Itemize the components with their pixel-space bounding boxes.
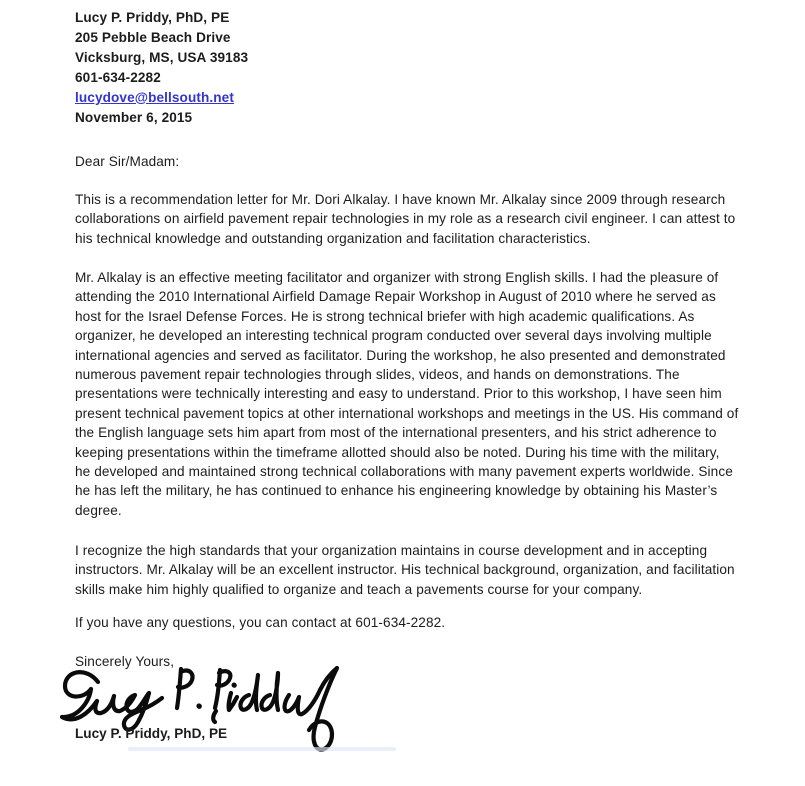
text-line: he developed and maintained strong technical collaborations with many pavement experts worldwide. Since [75,464,733,480]
paragraph-3 [75,541,735,599]
paragraph-4 [75,613,445,632]
letter-date: November 6, 2015 [75,109,193,125]
text-line: collaborations on airfield pavement repair technologies in my role as a research civil engineer. I can attest to [75,211,736,227]
paragraph-2 [75,268,738,520]
text-line: skills make him highly qualified to organize and teach a pavements course for your company. [75,581,643,597]
email-link[interactable]: lucydove@bellsouth.net [75,89,234,105]
sender-city: Vicksburg, MS, USA 39183 [75,49,249,65]
text-line: presentations were technically interesting and easy to understand. Prior to this workshop, I have seen him [75,386,722,402]
text-line: numerous pavement repair technologies through slides, videos, and hands on demonstrations. The [75,367,680,383]
text-line: the English language sets him apart from most of the international presenters, and his strict adherence to [75,425,717,441]
text-line: he has left the military, he has continued to enhance his engineering knowledge by obtaining his Master’s [75,483,718,499]
signed-name: Lucy P. Priddy, PhD, PE [75,726,228,741]
sender-address: 205 Pebble Beach Drive [75,29,231,45]
text-line: instructors. Mr. Alkalay will be an excellent instructor. His technical background, organization, and facilitation [75,562,735,578]
text-line: If you have any questions, you can contact at 601-634-2282. [75,615,446,630]
salutation: Dear Sir/Madam: [75,154,180,169]
text-line: degree. [75,502,122,518]
scan-artifact [128,747,396,751]
closing-line: Sincerely Yours, [75,654,175,669]
text-line: organizer, he developed an interesting technical program conducted over several days involving multiple [75,328,712,344]
paragraph-1 [75,190,735,248]
text-line: present technical pavement topics at other international workshops and meetings in the US. His command of [75,405,739,421]
text-line: Mr. Alkalay is an effective meeting facilitator and organizer with strong English skills. I had the pleasure of [75,270,719,285]
sender-name: Lucy P. Priddy, PhD, PE [75,10,230,25]
text-line: keeping presentations within the timeframe allotted should also be noted. During his time with the military, [75,444,720,460]
sender-phone: 601-634-2282 [75,69,161,85]
text-line: international agencies and served as facilitator. During the workshop, he also presented and demonstrated [75,347,726,363]
sender-header [75,8,248,127]
sender-email-line [75,88,248,108]
text-line: his technical knowledge and outstanding organization and facilitation characteristics. [75,230,591,246]
text-line: I recognize the high standards that your organization maintains in course development and in accepting [75,543,708,558]
text-line: host for the Israel Defense Forces. He is strong technical briefer with high academic qualifications. As [75,308,695,324]
text-line: attending the 2010 International Airfield Damage Repair Workshop in August of 2010 where he served as [75,289,716,305]
text-line: This is a recommendation letter for Mr. Dori Alkalay. I have known Mr. Alkalay since 2009 through research [75,192,726,207]
